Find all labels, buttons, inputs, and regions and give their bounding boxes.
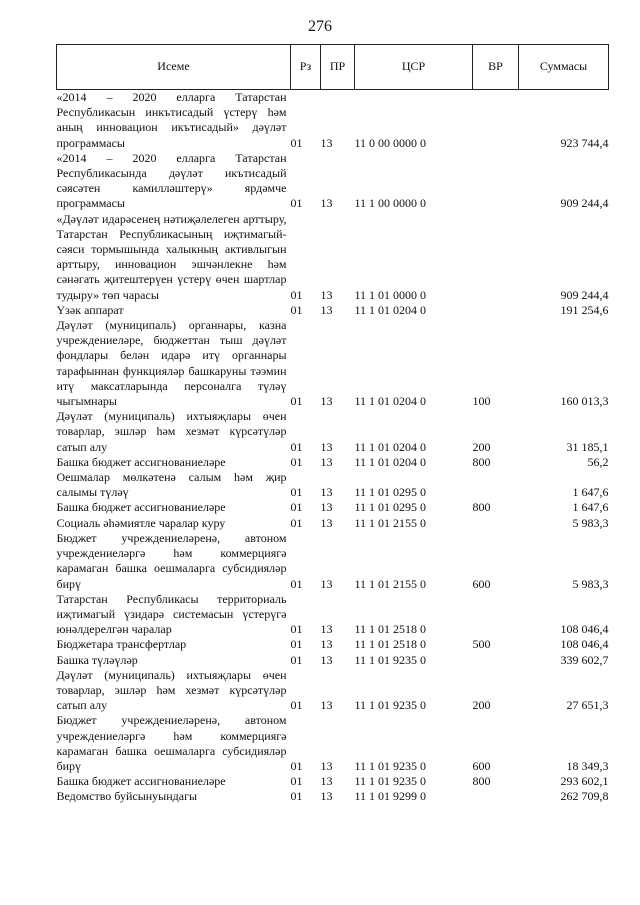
page-number: 276	[308, 18, 332, 35]
table-header	[57, 45, 609, 90]
cell-sum: 160 013,3	[560, 394, 609, 409]
cell-name: Башка бюджет ассигнованиеләре	[56, 774, 226, 789]
cell-csr: 11 1 01 2155 0	[354, 515, 427, 530]
cell-pr: 13	[320, 394, 333, 409]
cell-rz: 01	[290, 302, 303, 317]
table-row	[57, 470, 609, 500]
cell-name: Башка бюджет ассигнованиеләре	[56, 454, 226, 469]
cell-vr	[473, 516, 519, 531]
cell-sum: 108 046,4	[560, 637, 609, 652]
cell-name: Башка бюджет ассигнованиеләре	[56, 500, 226, 515]
cell-pr: 13	[320, 789, 333, 804]
cell-pr: 13	[320, 758, 333, 773]
cell-vr	[473, 653, 519, 668]
cell-vr: 800	[472, 454, 491, 469]
cell-vr	[473, 212, 519, 303]
cell-pr: 13	[320, 637, 333, 652]
cell-sum: 56,2	[587, 454, 609, 469]
cell-csr: 11 1 01 0295 0	[354, 500, 427, 515]
table-row	[57, 789, 609, 804]
cell-pr: 13	[320, 302, 333, 317]
cell-csr: 11 1 01 2518 0	[354, 637, 427, 652]
cell-vr	[473, 789, 519, 804]
cell-csr: 11 1 01 9235 0	[354, 758, 427, 773]
cell-sum: 191 254,6	[560, 302, 609, 317]
cell-sum: 108 046,4	[560, 622, 609, 637]
cell-rz: 01	[290, 454, 303, 469]
cell-sum: 31 185,1	[566, 439, 609, 454]
cell-rz: 01	[290, 637, 303, 652]
cell-sum: 1 647,6	[572, 500, 609, 515]
cell-csr: 11 1 01 0204 0	[354, 439, 427, 454]
cell-vr: 500	[472, 637, 491, 652]
cell-sum: 293 602,1	[560, 774, 609, 789]
table-row	[57, 455, 609, 470]
table-row	[57, 409, 609, 455]
cell-vr: 200	[472, 439, 491, 454]
table-row	[57, 303, 609, 318]
cell-rz: 01	[290, 500, 303, 515]
cell-name: Башка түләүләр	[56, 652, 138, 667]
table-row	[57, 318, 609, 409]
cell-pr: 13	[320, 439, 333, 454]
cell-rz: 01	[290, 789, 303, 804]
table-row	[57, 592, 609, 638]
cell-name: Ведомство буйсынуындагы	[56, 789, 198, 804]
cell-pr: 13	[320, 454, 333, 469]
cell-rz: 01	[290, 758, 303, 773]
cell-csr: 11 1 01 9235 0	[354, 698, 427, 713]
cell-pr: 13	[320, 652, 333, 667]
cell-sum: 923 744,4	[560, 135, 609, 150]
cell-name: Бюджет учреждениеләренә, автоном учреждениеләргә һәм коммерциягә карамаган башка оешмаларга субсидияләр бирү	[56, 713, 287, 773]
cell-rz: 01	[290, 135, 303, 150]
cell-vr	[473, 592, 519, 638]
cell-name: Татарстан Республикасы территориаль иҗтимагый үзидарә системасын үстерүгә юнәлдерелгән чаралар	[56, 591, 287, 637]
cell-csr: 11 1 01 0295 0	[354, 485, 427, 500]
cell-pr: 13	[320, 196, 333, 211]
cell-pr: 13	[320, 774, 333, 789]
cell-rz: 01	[290, 698, 303, 713]
cell-rz: 01	[290, 622, 303, 637]
table-row	[57, 90, 609, 151]
cell-pr: 13	[320, 485, 333, 500]
cell-csr: 11 1 01 2518 0	[354, 622, 427, 637]
table-row	[57, 653, 609, 668]
cell-name: «2014 – 2020 елларга Татарстан Республикасын инкътисадый үстерү һәм аның инновацион икътисадый» дәүләт программасы	[56, 90, 287, 150]
table-row	[57, 637, 609, 652]
cell-pr: 13	[320, 135, 333, 150]
cell-name: Бюджетара трансфертлар	[56, 637, 187, 652]
cell-vr: 100	[472, 394, 491, 409]
cell-vr	[473, 303, 519, 318]
cell-sum: 339 602,7	[560, 652, 609, 667]
cell-csr: 11 1 00 0000 0	[354, 196, 427, 211]
cell-vr: 200	[472, 698, 491, 713]
cell-rz: 01	[290, 394, 303, 409]
cell-pr: 13	[320, 622, 333, 637]
cell-csr: 11 1 01 0204 0	[354, 454, 427, 469]
table-row	[57, 151, 609, 212]
cell-pr: 13	[320, 576, 333, 591]
cell-sum: 18 349,3	[566, 758, 609, 773]
cell-csr: 11 1 01 0000 0	[354, 287, 427, 302]
cell-pr: 13	[320, 500, 333, 515]
cell-name: «Дәүләт идарәсенең нәтиҗәлелеген арттыру, Татарстан Республикасының иҗтимагый-сәяси тормышында халыкның активлыгын арттыру, инновацион эшчәнлекне һәм сәнәгать җитештерүен үстерү өчен шартлар тудыру» төп чарасы	[56, 211, 287, 302]
cell-sum: 262 709,8	[560, 789, 609, 804]
cell-vr	[473, 470, 519, 500]
header-vr: ВР	[473, 45, 519, 90]
table-row	[57, 500, 609, 515]
cell-rz: 01	[290, 576, 303, 591]
cell-rz: 01	[290, 439, 303, 454]
cell-name: Дәүләт (муниципаль) ихтыяҗлары өчен товарлар, эшләр һәм хезмәт күрсәтүләр сатып алу	[56, 409, 287, 454]
budget-table	[56, 44, 609, 805]
header-name: Исеме	[57, 45, 291, 90]
cell-sum: 909 244,4	[560, 287, 609, 302]
cell-name: «2014 – 2020 елларга Татарстан Республикасында дәүләт икътисадый сәясәтен камилләштерү» ярдәмче программасы	[56, 150, 287, 211]
header-rz: Рз	[291, 45, 321, 90]
cell-rz: 01	[290, 485, 303, 500]
cell-sum: 5 983,3	[572, 515, 609, 530]
cell-name: Дәүләт (муниципаль) ихтыяҗлары өчен товарлар, эшләр һәм хезмәт күрсәтүләр сатып алу	[56, 667, 287, 713]
cell-sum: 1 647,6	[572, 485, 609, 500]
cell-rz: 01	[290, 774, 303, 789]
cell-vr: 600	[472, 576, 491, 591]
cell-vr: 800	[472, 500, 491, 515]
cell-name: Социаль әһәмиятле чаралар куру	[56, 515, 226, 530]
cell-rz: 01	[290, 287, 303, 302]
cell-rz: 01	[290, 652, 303, 667]
cell-rz: 01	[290, 515, 303, 530]
header-csr: ЦСР	[355, 45, 473, 90]
cell-vr	[473, 90, 519, 151]
table-row	[57, 774, 609, 789]
table-row	[57, 713, 609, 774]
cell-csr: 11 1 01 2155 0	[354, 576, 427, 591]
cell-csr: 11 1 01 9235 0	[354, 652, 427, 667]
cell-name: Дәүләт (муниципаль) органнары, казна учреждениеләре, бюджеттан тыш дәүләт фондлары белән идарә итү органнары тарафыннан функцияләр башкаруны тәэмин итү максатларында персоналга түләү чыгымнары	[56, 318, 287, 409]
cell-csr: 11 1 01 0204 0	[354, 394, 427, 409]
cell-sum: 27 651,3	[566, 698, 609, 713]
cell-name: Оешмалар мөлкәтенә салым һәм җир салымы түләү	[56, 470, 287, 500]
table-row	[57, 516, 609, 531]
cell-csr: 11 1 01 9235 0	[354, 774, 427, 789]
cell-name: Бюджет учреждениеләренә, автоном учреждениеләргә һәм коммерциягә карамаган башка оешмаларга субсидияләр бирү	[56, 530, 287, 591]
cell-csr: 11 1 01 0204 0	[354, 302, 427, 317]
cell-pr: 13	[320, 698, 333, 713]
cell-sum: 909 244,4	[560, 196, 609, 211]
cell-vr: 800	[472, 774, 491, 789]
cell-csr: 11 1 01 9299 0	[354, 789, 427, 804]
cell-pr: 13	[320, 515, 333, 530]
table-body	[57, 90, 609, 805]
cell-pr: 13	[320, 287, 333, 302]
cell-sum: 5 983,3	[572, 576, 609, 591]
header-sum: Суммасы	[519, 45, 609, 90]
cell-name: Үзәк аппарат	[56, 302, 124, 317]
cell-vr	[473, 151, 519, 212]
header-pr: ПР	[321, 45, 355, 90]
table-row	[57, 531, 609, 592]
cell-vr: 600	[472, 758, 491, 773]
cell-csr: 11 0 00 0000 0	[354, 135, 427, 150]
table-row	[57, 668, 609, 714]
table-row	[57, 212, 609, 303]
cell-rz: 01	[290, 196, 303, 211]
